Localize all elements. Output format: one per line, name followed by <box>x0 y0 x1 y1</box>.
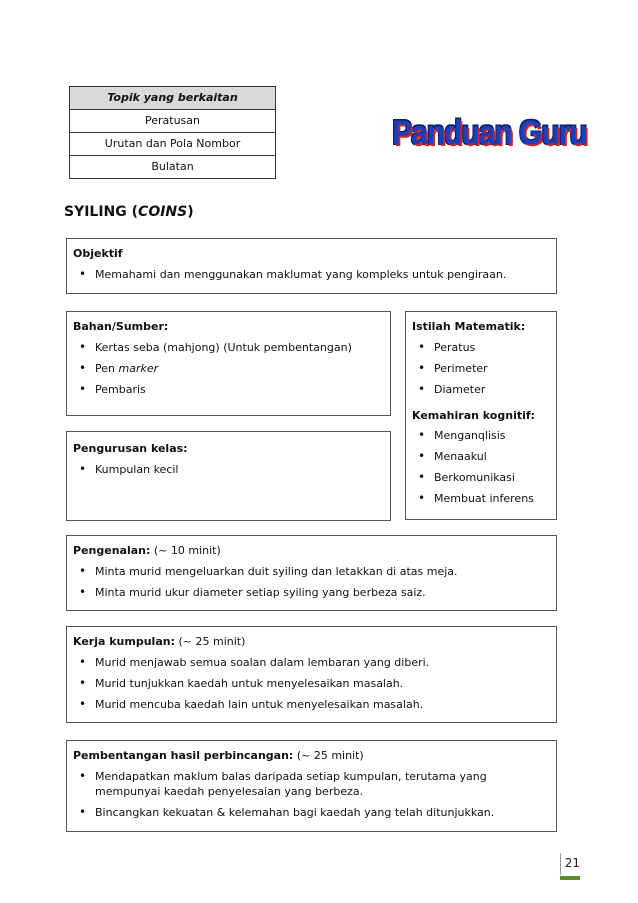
list-item: • Kumpulan kecil <box>73 462 384 477</box>
pengenalan-label <box>73 544 221 557</box>
page-number-accent-bar <box>560 876 580 880</box>
page-number: 21 <box>564 856 580 870</box>
title-end: ) <box>187 204 194 220</box>
list-item: • Membuat inferens <box>412 491 550 506</box>
list-item: • Berkomunikasi <box>412 470 550 485</box>
pengenalan-box <box>66 535 557 611</box>
list-item: • Bincangkan kekuatan & kelemahan bagi kaedah yang telah ditunjukkan. <box>73 805 550 820</box>
page-number-divider <box>560 853 561 875</box>
list-item: • Menaakul <box>412 449 550 464</box>
kerja-time: (~ 25 minit) <box>174 635 246 648</box>
list-item: • Kertas seba (mahjong) (Untuk pembentangan) <box>73 340 384 355</box>
list-item: • Murid tunjukkan kaedah untuk menyelesaikan masalah. <box>73 676 550 691</box>
list-item: • Mendapatkan maklum balas daripada setiap kumpulan, terutama yang mempunyai kaedah penyelesaian yang berbeza. <box>73 769 550 799</box>
pengenalan-time: (~ 10 minit) <box>150 544 221 557</box>
bahan-sumber-box <box>66 311 391 416</box>
list-item: • Minta murid ukur diameter setiap syiling yang berbeza saiz. <box>73 585 550 600</box>
list-item <box>73 361 384 376</box>
pen-text: Pen <box>95 362 119 375</box>
topic-row: Bulatan <box>70 155 275 178</box>
related-topics-table <box>69 86 276 179</box>
objektif-box <box>66 238 557 294</box>
kerja-title: Kerja kumpulan: <box>73 635 175 648</box>
list-item: • Pembaris <box>73 382 384 397</box>
pengenalan-title: Pengenalan: <box>73 544 151 557</box>
kerja-label <box>73 635 245 648</box>
list-item: • Murid menjawab semua soalan dalam lembaran yang diberi. <box>73 655 550 670</box>
page-title <box>64 204 194 220</box>
pembentangan-time: (~ 25 minit) <box>293 749 364 762</box>
list-item: • Memahami dan menggunakan maklumat yang kompleks untuk pengiraan. <box>73 267 550 282</box>
topic-row: Urutan dan Pola Nombor <box>70 132 275 155</box>
list-item: • Murid mencuba kaedah lain untuk menyelesaikan masalah. <box>73 697 550 712</box>
title-main: SYILING ( <box>64 204 139 220</box>
bahan-label: Bahan/Sumber: <box>73 320 169 333</box>
list-item: • Menganqlisis <box>412 428 550 443</box>
pembentangan-box <box>66 740 557 832</box>
panduan-guru-logo: Panduan Guru <box>392 114 587 152</box>
pengurusan-label: Pengurusan kelas: <box>73 442 188 455</box>
topics-header: Topik yang berkaitan <box>70 87 275 109</box>
title-italic: COINS <box>138 204 188 220</box>
pengurusan-kelas-box <box>66 431 391 521</box>
topic-row: Peratusan <box>70 109 275 132</box>
pembentangan-title: Pembentangan hasil perbincangan: <box>73 749 294 762</box>
kerja-kumpulan-box <box>66 626 557 723</box>
istilah-kemahiran-box <box>405 311 557 520</box>
list-item: • Peratus <box>412 340 550 355</box>
pen-marker-text: marker <box>118 362 159 375</box>
list-item: • Minta murid mengeluarkan duit syiling dan letakkan di atas meja. <box>73 564 550 579</box>
list-item: • Perimeter <box>412 361 550 376</box>
objektif-label: Objektif <box>73 247 123 260</box>
list-item: • Diameter <box>412 382 550 397</box>
istilah-label: Istilah Matematik: <box>412 320 526 333</box>
kemahiran-label: Kemahiran kognitif: <box>412 409 536 422</box>
pembentangan-label <box>73 749 364 762</box>
